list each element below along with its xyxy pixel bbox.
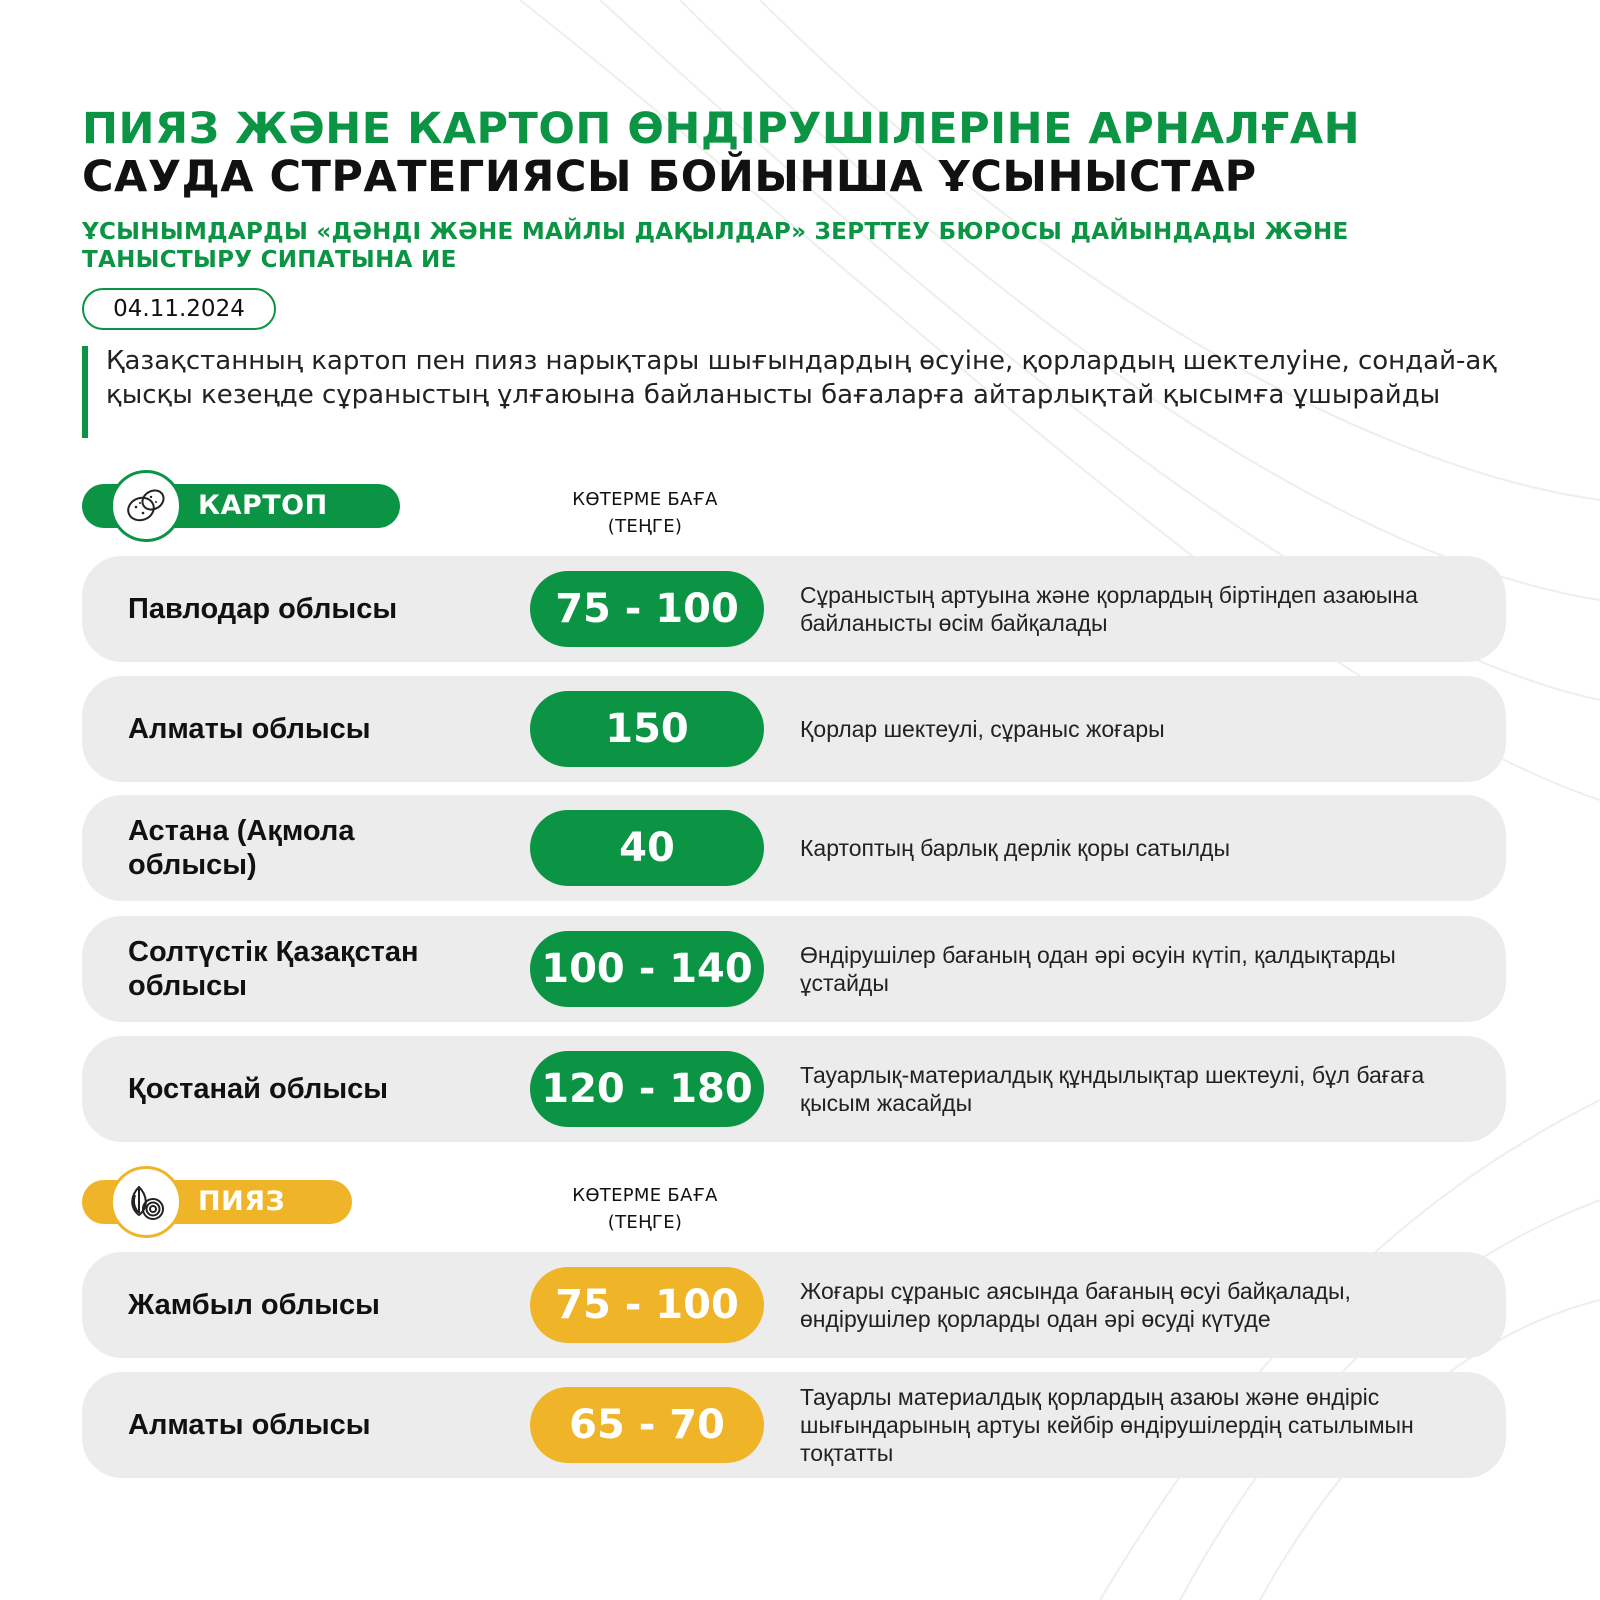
price-badge: 75 - 100 <box>530 571 764 647</box>
table-row <box>82 1252 1506 1358</box>
onion-icon <box>110 1166 182 1238</box>
table-row <box>82 795 1506 901</box>
price-badge: 150 <box>530 691 764 767</box>
potato-icon <box>110 470 182 542</box>
region-name: Павлодар облысы <box>128 593 398 625</box>
section-label-onion: ПИЯЗ <box>198 1186 286 1217</box>
section-header-onion <box>82 1180 352 1224</box>
region-name: Алматы облысы <box>128 713 371 745</box>
row-note: Сұраныстың артуына және қорлардың біртіндеп азаюына байланысты өсім байқалады <box>800 582 1418 636</box>
row-note: Өндірушілер бағаның одан әрі өсуін күтіп, қалдықтарды ұстайды <box>800 942 1396 996</box>
region-name: Солтүстік Қазақстан облысы <box>128 936 419 1002</box>
region-name: Жамбыл облысы <box>128 1289 380 1321</box>
column-header-potato <box>540 486 750 540</box>
column-header-line1: КӨТЕРМЕ БАҒА <box>572 1185 718 1206</box>
region-name: Астана (Ақмола облысы) <box>128 815 355 881</box>
date-badge: 04.11.2024 <box>82 288 276 330</box>
region-name: Алматы облысы <box>128 1409 371 1441</box>
price-badge: 65 - 70 <box>530 1387 764 1463</box>
column-header-line2: (ТЕҢГЕ) <box>607 1212 683 1233</box>
section-label-potato: КАРТОП <box>198 490 328 521</box>
row-note: Жоғары сұраныс аясында бағаның өсуі байқалады, өндірушілер қорларды одан әрі өсуді күтуде <box>800 1278 1351 1332</box>
intro-accent-bar <box>82 346 88 438</box>
price-badge: 120 - 180 <box>530 1051 764 1127</box>
column-header-onion <box>540 1182 750 1236</box>
row-note: Тауарлы материалдық қорлардың азаюы және өндіріс шығындарының артуы кейбір өндірушілердің сатылымын тоқтатты <box>800 1384 1414 1466</box>
table-row <box>82 1036 1506 1142</box>
table-row <box>82 916 1506 1022</box>
column-header-line1: КӨТЕРМЕ БАҒА <box>572 489 718 510</box>
page-title-line1: ПИЯЗ ЖӘНЕ КАРТОП ӨНДІРУШІЛЕРІНЕ АРНАЛҒАН <box>82 104 1361 154</box>
table-row <box>82 1372 1506 1478</box>
column-header-line2: (ТЕҢГЕ) <box>607 516 683 537</box>
price-badge: 100 - 140 <box>530 931 764 1007</box>
price-badge: 40 <box>530 810 764 886</box>
page-title-line2: САУДА СТРАТЕГИЯСЫ БОЙЫНША ҰСЫНЫСТАР <box>82 152 1257 202</box>
page-subtitle: ҰСЫНЫМДАРДЫ «ДӘНДІ ЖӘНЕ МАЙЛЫ ДАҚЫЛДАР» ЗЕРТТЕУ БЮРОСЫ ДАЙЫНДАДЫ ЖӘНЕ ТАНЫСТЫРУ СИПАТЫНА ИЕ <box>82 219 1349 273</box>
row-note: Қорлар шектеулі, сұраныс жоғары <box>800 716 1165 742</box>
region-name: Қостанай облысы <box>128 1073 389 1105</box>
table-row <box>82 676 1506 782</box>
section-header-potato <box>82 484 400 528</box>
intro-text: Қазақстанның картоп пен пияз нарықтары шығындардың өсуіне, қорлардың шектелуіне, сондай-ақ қысқы кезеңде сұраныстың ұлғаюына байланысты бағаларға айтарлықтай қысымға ұшырайды <box>106 346 1497 410</box>
row-note: Картоптың барлық дерлік қоры сатылды <box>800 835 1230 861</box>
row-note: Тауарлық-материалдық құндылықтар шектеулі, бұл бағаға қысым жасайды <box>800 1062 1425 1116</box>
price-badge: 75 - 100 <box>530 1267 764 1343</box>
table-row <box>82 556 1506 662</box>
